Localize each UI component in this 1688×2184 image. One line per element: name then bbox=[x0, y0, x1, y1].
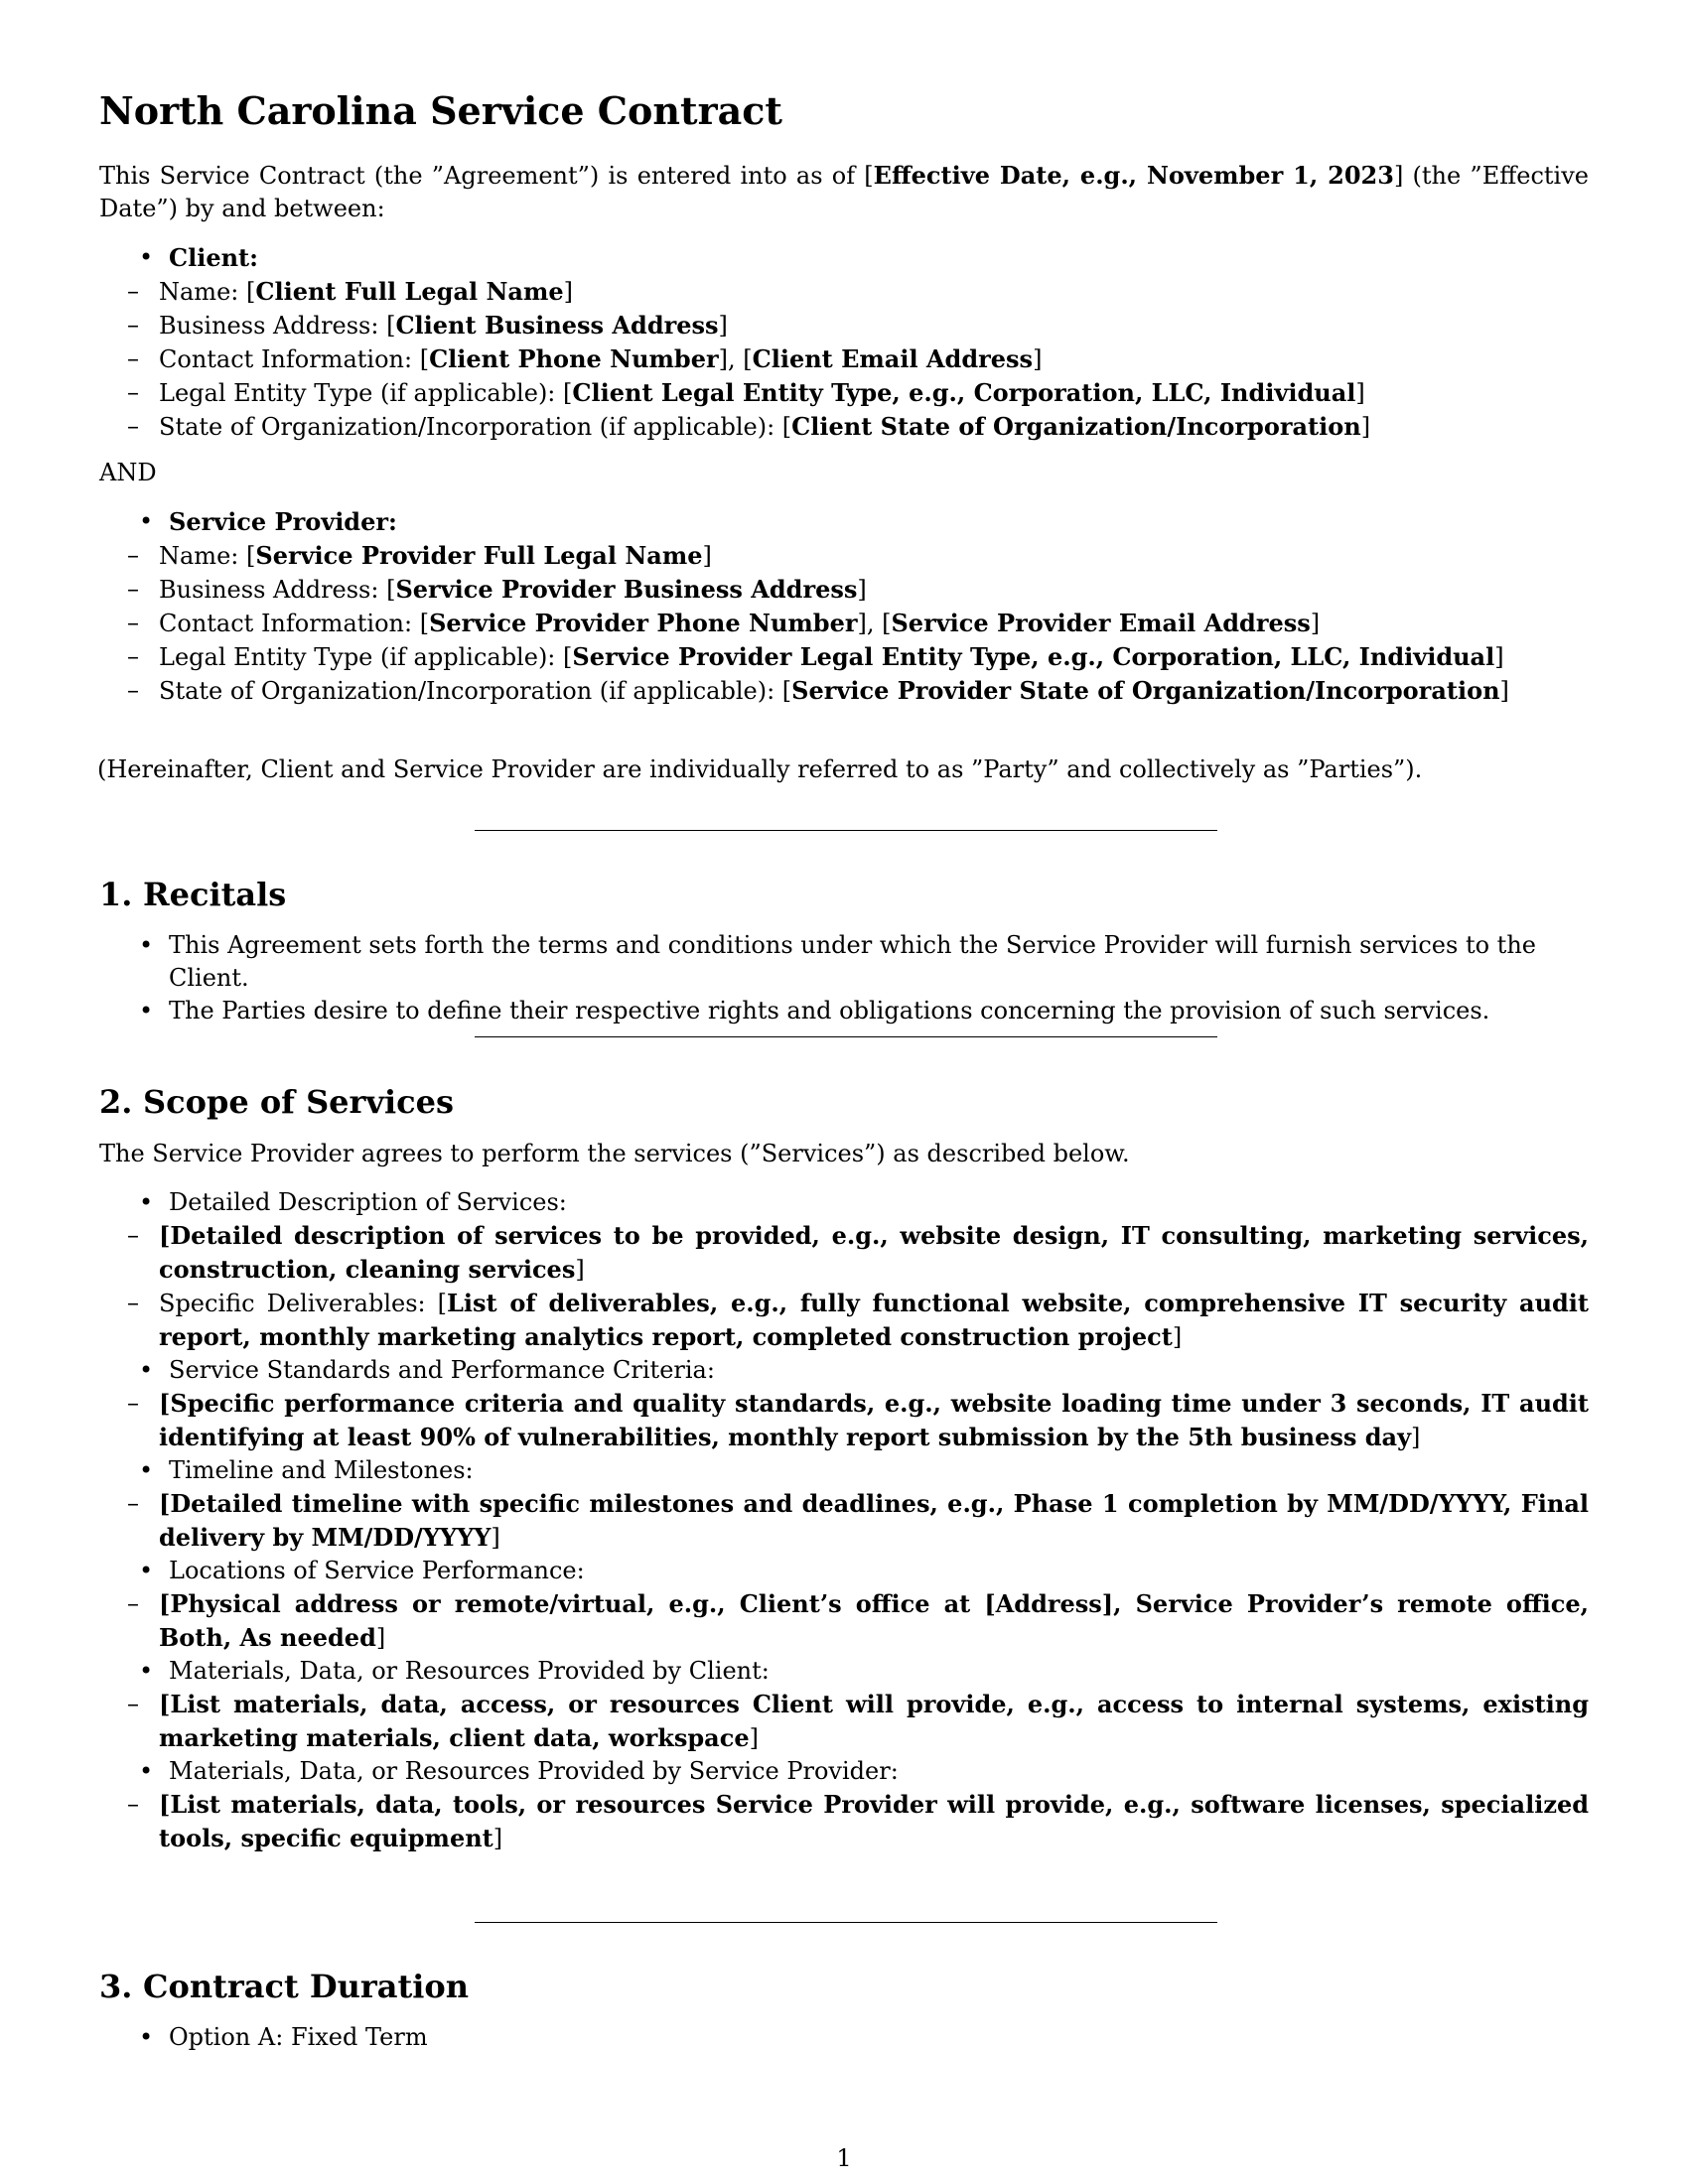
effective-date-placeholder: Effective Date, e.g., November 1, 2023 bbox=[873, 161, 1394, 190]
provider-materials-item: – [List materials, data, tools, or resources Service Provider will provide, e.g., software licenses, specialized tools, specific equipment] bbox=[99, 1788, 1589, 1855]
duration-list bbox=[99, 2021, 1589, 2054]
provider-party-list bbox=[99, 505, 1589, 708]
description-item: – [Detailed description of services to be provided, e.g., website design, IT consulting, marketing services, construction, cleaning services] bbox=[99, 1219, 1589, 1287]
hereinafter-paragraph: (Hereinafter, Client and Service Provider are individually referred to as ”Party” and collectively as ”Parties”). bbox=[97, 755, 1423, 783]
timeline-placeholder: Detailed timeline with specific milestones and deadlines, e.g., Phase 1 completion by MM/DD/YYYY, Final delivery by MM/DD/YYYY bbox=[159, 1489, 1589, 1552]
intro-paragraph: This Service Contract (the ”Agreement”) is entered into as of [Effective Date, e.g., November 1, 2023] (the ”Effective Date”) by and between: bbox=[99, 161, 1589, 222]
list-item: • Materials, Data, or Resources Provided by Service Provider: – [List materials, data, tools, or resources Service Provider will provide, e.g., software licenses, specialized tools, specific equipment] bbox=[99, 1755, 1589, 1855]
scope-intro: The Service Provider agrees to perform the services (”Services”) as described below. bbox=[99, 1140, 1130, 1167]
list-item: • Detailed Description of Services: – [Detailed description of services to be provided, e.g., website design, IT consulting, marketing services, construction, cleaning services] – Specific Deliverables: [List of deliverables, e.g., fully functional website, comprehensive IT security audit report, monthly marketing analytics report, completed construction project] bbox=[99, 1186, 1589, 1354]
client-phone-placeholder: Client Phone Number bbox=[429, 344, 719, 373]
section-divider bbox=[475, 1036, 1217, 1037]
list-item: • Materials, Data, or Resources Provided by Client: – [List materials, data, access, or resources Client will provide, e.g., access to internal systems, existing marketing materials, client data, workspace] bbox=[99, 1655, 1589, 1755]
client-email-placeholder: Client Email Address bbox=[752, 344, 1034, 373]
client-state-placeholder: Client State of Organization/Incorporation bbox=[791, 412, 1361, 441]
standards-item: – [Specific performance criteria and quality standards, e.g., website loading time under 3 seconds, IT audit identifying at least 90% of vulnerabilities, monthly report submission by the 5th business day] bbox=[99, 1387, 1589, 1454]
section-heading-recitals: 1. Recitals bbox=[99, 876, 287, 913]
provider-phone-placeholder: Service Provider Phone Number bbox=[429, 609, 858, 637]
client-party bbox=[99, 241, 1589, 444]
client-heading: Client: bbox=[169, 243, 258, 272]
provider-name-placeholder: Service Provider Full Legal Name bbox=[255, 541, 703, 570]
standards-placeholder: Specific performance criteria and quality standards, e.g., website loading time under 3 seconds, IT audit identifying at least 90% of vulnerabilities, monthly report submission by the 5th business day bbox=[159, 1389, 1589, 1451]
provider-party bbox=[99, 505, 1589, 708]
provider-entity-placeholder: Service Provider Legal Entity Type, e.g., Corporation, LLC, Individual bbox=[572, 642, 1495, 671]
list-item: • Timeline and Milestones: – [Detailed timeline with specific milestones and deadlines, e.g., Phase 1 completion by MM/DD/YYYY, Final delivery by MM/DD/YYYY] bbox=[99, 1454, 1589, 1555]
provider-entity-item: – Legal Entity Type (if applicable): [Service Provider Legal Entity Type, e.g., Corporation, LLC, Individual] bbox=[99, 640, 1589, 674]
client-materials-placeholder: List materials, data, access, or resources Client will provide, e.g., access to internal systems, existing marketing materials, client data, workspace bbox=[159, 1690, 1589, 1752]
section-divider bbox=[475, 830, 1217, 831]
and-separator: AND bbox=[99, 459, 157, 486]
client-address-placeholder: Client Business Address bbox=[395, 311, 719, 340]
client-materials-item: – [List materials, data, access, or resources Client will provide, e.g., access to internal systems, existing marketing materials, client data, workspace] bbox=[99, 1688, 1589, 1755]
list-item: • Option A: Fixed Term bbox=[99, 2021, 1589, 2054]
provider-email-placeholder: Service Provider Email Address bbox=[891, 609, 1311, 637]
provider-address-placeholder: Service Provider Business Address bbox=[395, 575, 858, 604]
deliverables-placeholder: List of deliverables, e.g., fully functional website, comprehensive IT security audit report, monthly marketing analytics report, completed construction project bbox=[159, 1289, 1589, 1351]
client-contact-item: – Contact Information: [Client Phone Number], [Client Email Address] bbox=[99, 342, 1589, 376]
list-item: • The Parties desire to define their respective rights and obligations concerning the provision of such services. bbox=[99, 995, 1589, 1027]
client-address-item: – Business Address: [Client Business Address] bbox=[99, 309, 1589, 342]
list-item: • Service Standards and Performance Criteria: – [Specific performance criteria and quality standards, e.g., website loading time under 3 seconds, IT audit identifying at least 90% of vulnerabilities, monthly report submission by the 5th business day] bbox=[99, 1354, 1589, 1454]
client-name-placeholder: Client Full Legal Name bbox=[255, 277, 564, 306]
page-number: 1 bbox=[836, 2144, 852, 2172]
list-item: • This Agreement sets forth the terms and conditions under which the Service Provider will furnish services to the Client. bbox=[99, 929, 1589, 995]
client-name-item: – Name: [Client Full Legal Name] bbox=[99, 275, 1589, 309]
provider-materials-placeholder: List materials, data, tools, or resources Service Provider will provide, e.g., software licenses, specialized tools, specific equipment bbox=[159, 1790, 1589, 1852]
recitals-list bbox=[99, 929, 1589, 1027]
client-entity-item: – Legal Entity Type (if applicable): [Client Legal Entity Type, e.g., Corporation, LLC, Individual] bbox=[99, 376, 1589, 410]
provider-address-item: – Business Address: [Service Provider Business Address] bbox=[99, 573, 1589, 607]
provider-state-placeholder: Service Provider State of Organization/Incorporation bbox=[791, 676, 1500, 705]
provider-name-item: – Name: [Service Provider Full Legal Name] bbox=[99, 539, 1589, 573]
locations-placeholder: Physical address or remote/virtual, e.g., Client’s office at [Address], Service Provider’s remote office, Both, As needed bbox=[159, 1589, 1589, 1652]
deliverables-item: – Specific Deliverables: [List of deliverables, e.g., fully functional website, comprehensive IT security audit report, monthly marketing analytics report, completed construction project] bbox=[99, 1287, 1589, 1354]
client-party-list bbox=[99, 241, 1589, 444]
description-placeholder: Detailed description of services to be provided, e.g., website design, IT consulting, marketing services, construction, cleaning services bbox=[159, 1221, 1589, 1284]
client-entity-placeholder: Client Legal Entity Type, e.g., Corporation, LLC, Individual bbox=[572, 378, 1356, 407]
list-item: • Locations of Service Performance: – [Physical address or remote/virtual, e.g., Client’s office at [Address], Service Provider’s remote office, Both, As needed] bbox=[99, 1555, 1589, 1655]
section-divider bbox=[475, 1922, 1217, 1923]
provider-state-item: – State of Organization/Incorporation (if applicable): [Service Provider State of Organization/Incorporation] bbox=[99, 674, 1589, 708]
section-heading-scope: 2. Scope of Services bbox=[99, 1083, 454, 1121]
client-state-item: – State of Organization/Incorporation (if applicable): [Client State of Organization/Incorporation] bbox=[99, 410, 1589, 444]
timeline-item: – [Detailed timeline with specific milestones and deadlines, e.g., Phase 1 completion by MM/DD/YYYY, Final delivery by MM/DD/YYYY] bbox=[99, 1487, 1589, 1555]
provider-heading: Service Provider: bbox=[169, 507, 397, 536]
locations-item: – [Physical address or remote/virtual, e.g., Client’s office at [Address], Service Provider’s remote office, Both, As needed] bbox=[99, 1587, 1589, 1655]
document-title: North Carolina Service Contract bbox=[99, 88, 782, 133]
scope-list bbox=[99, 1186, 1589, 1855]
provider-contact-item: – Contact Information: [Service Provider Phone Number], [Service Provider Email Address] bbox=[99, 607, 1589, 640]
section-heading-duration: 3. Contract Duration bbox=[99, 1968, 470, 2005]
